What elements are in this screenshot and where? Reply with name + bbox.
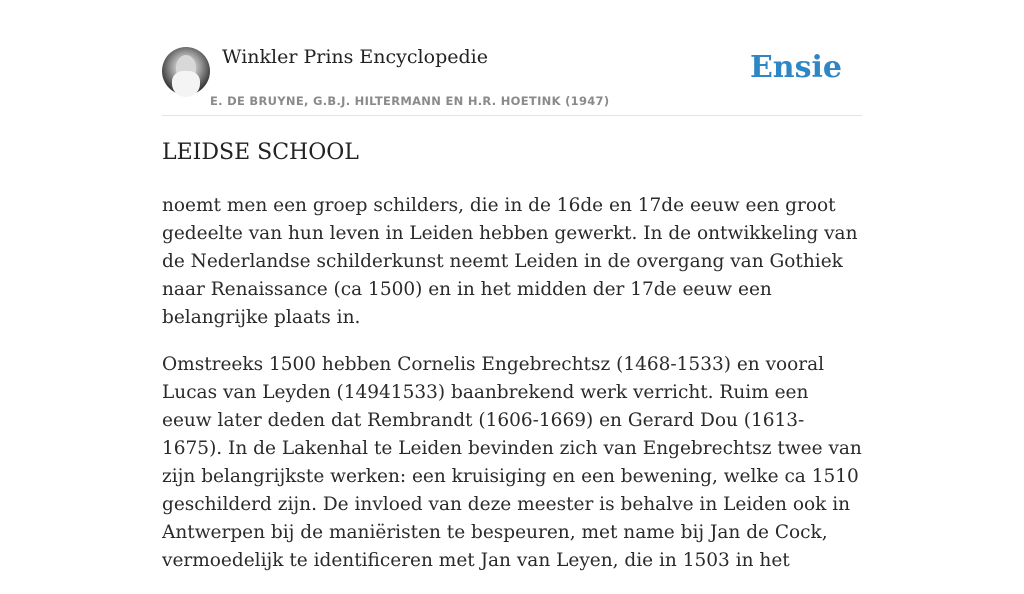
header <box>162 40 862 116</box>
article-paragraph: noemt men een groep schilders, die in de 16de en 17de eeuw een groot gedeelte van hun leven in Leiden hebben gewerkt. In de ontwikkeling van de Nederlandse schilderkunst neemt Leiden in de overgang van Gothiek naar Renaissance (ca 1500) en in het midden der 17de eeuw een belangrijke plaats in. <box>162 195 858 328</box>
portrait-beard-shape <box>172 71 200 97</box>
article-title: LEIDSE SCHOOL <box>162 140 359 165</box>
author-portrait-avatar[interactable] <box>162 47 210 95</box>
work-title-link[interactable]: Winkler Prins Encyclopedie <box>222 46 488 68</box>
authors-byline: E. DE BRUYNE, G.B.J. HILTERMANN EN H.R. HOETINK (1947) <box>210 94 610 108</box>
ensie-logo[interactable]: Ensie <box>749 50 842 85</box>
article-paragraph: Omstreeks 1500 hebben Cornelis Engebrechtsz (1468-1533) en vooral Lucas van Leyden (14941533) baanbrekend werk verricht. Ruim een eeuw later deden dat Rembrandt (1606-1669) en Gerard Dou (1613-1675). In de Lakenhal te Leiden bevinden zich van Engebrechtsz twee van zijn belangrijkste werken: een kruisiging en een bewening, welke ca 1510 geschilderd zijn. De invloed van deze meester is behalve in Leiden ook in Antwerpen bij de maniëristen te bespeuren, met name bij Jan de Cock, vermoedelijk te identificeren met Jan van Leyen, die in 1503 in het <box>162 354 862 571</box>
article-body <box>162 192 862 594</box>
